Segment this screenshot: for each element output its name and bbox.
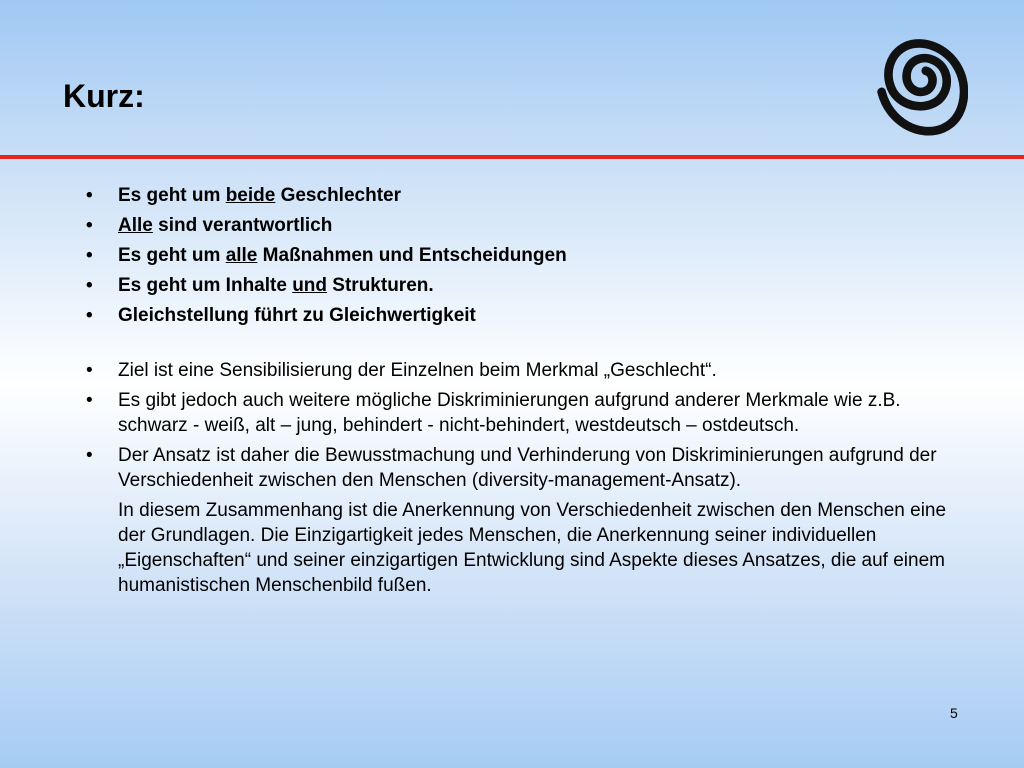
- closing-paragraph-text: In diesem Zusammenhang ist die Anerkennung von Verschiedenheit zwischen den Menschen eine der Grundlagen. Die Einzigartigkeit jedes Menschen, die Anerkennung seiner individuellen „Eigenschaften“ und seiner einzigartigen Entwicklung sind Aspekte dieses Ansatzes, die auf einem humanistischen Menschenbild fußen.: [118, 500, 947, 596]
- bullet-glyph: •: [86, 305, 93, 326]
- bullet-text: sind verantwortlich: [152, 215, 333, 236]
- bullet-glyph: •: [86, 185, 93, 206]
- bullet-text: Es geht um: [118, 185, 226, 206]
- bullet-text: Strukturen.: [327, 275, 434, 296]
- spiral-logo-icon: [872, 34, 968, 144]
- bullet-item-strukturen: [80, 273, 960, 298]
- detail-text: Ziel ist eine Sensibilisierung der Einzelnen beim Merkmal „Geschlecht“.: [118, 360, 717, 381]
- bullet-text: Gleichstellung führt zu Gleichwertigkeit: [118, 305, 476, 326]
- bullet-text: Es geht um: [118, 245, 226, 266]
- bullet-emphasis: und: [292, 275, 328, 296]
- detail-item-ziel: [80, 358, 960, 383]
- bullet-glyph: •: [86, 215, 93, 236]
- bullet-glyph: •: [86, 360, 93, 381]
- detail-item-ansatz: [80, 443, 960, 493]
- slide-title: Kurz:: [63, 78, 145, 114]
- bullet-glyph: •: [86, 445, 93, 466]
- bullet-emphasis: Alle: [118, 215, 153, 236]
- closing-paragraph: [80, 498, 960, 598]
- page-number: 5: [950, 705, 958, 721]
- bullet-item-gleichstellung: [80, 303, 960, 328]
- detail-text: Der Ansatz ist daher die Bewusstmachung und Verhinderung von Diskriminierungen aufgrund der Verschiedenheit zwischen den Menschen (diversity-management-Ansatz).: [118, 445, 937, 491]
- bullet-item-beide: [80, 183, 960, 208]
- detail-text: Es gibt jedoch auch weitere mögliche Diskriminierungen aufgrund anderer Merkmale wie z.B. schwarz - weiß, alt – jung, behindert - nicht-behindert, westdeutsch – ostdeutsch.: [118, 390, 901, 436]
- bullet-item-alle: [80, 213, 960, 238]
- bullet-glyph: •: [86, 245, 93, 266]
- bullet-item-massnahmen: [80, 243, 960, 268]
- bullet-list: [80, 183, 960, 603]
- bullet-emphasis: alle: [225, 245, 258, 266]
- bullet-emphasis: beide: [225, 185, 276, 206]
- title-divider: [0, 155, 1024, 159]
- bullet-text: Geschlechter: [275, 185, 401, 206]
- bullet-text: Es geht um Inhalte: [118, 275, 293, 296]
- bullet-glyph: •: [86, 390, 93, 411]
- bullet-text: Maßnahmen und Entscheidungen: [257, 245, 567, 266]
- bullet-glyph: •: [86, 275, 93, 296]
- detail-item-diskriminierungen: [80, 388, 960, 438]
